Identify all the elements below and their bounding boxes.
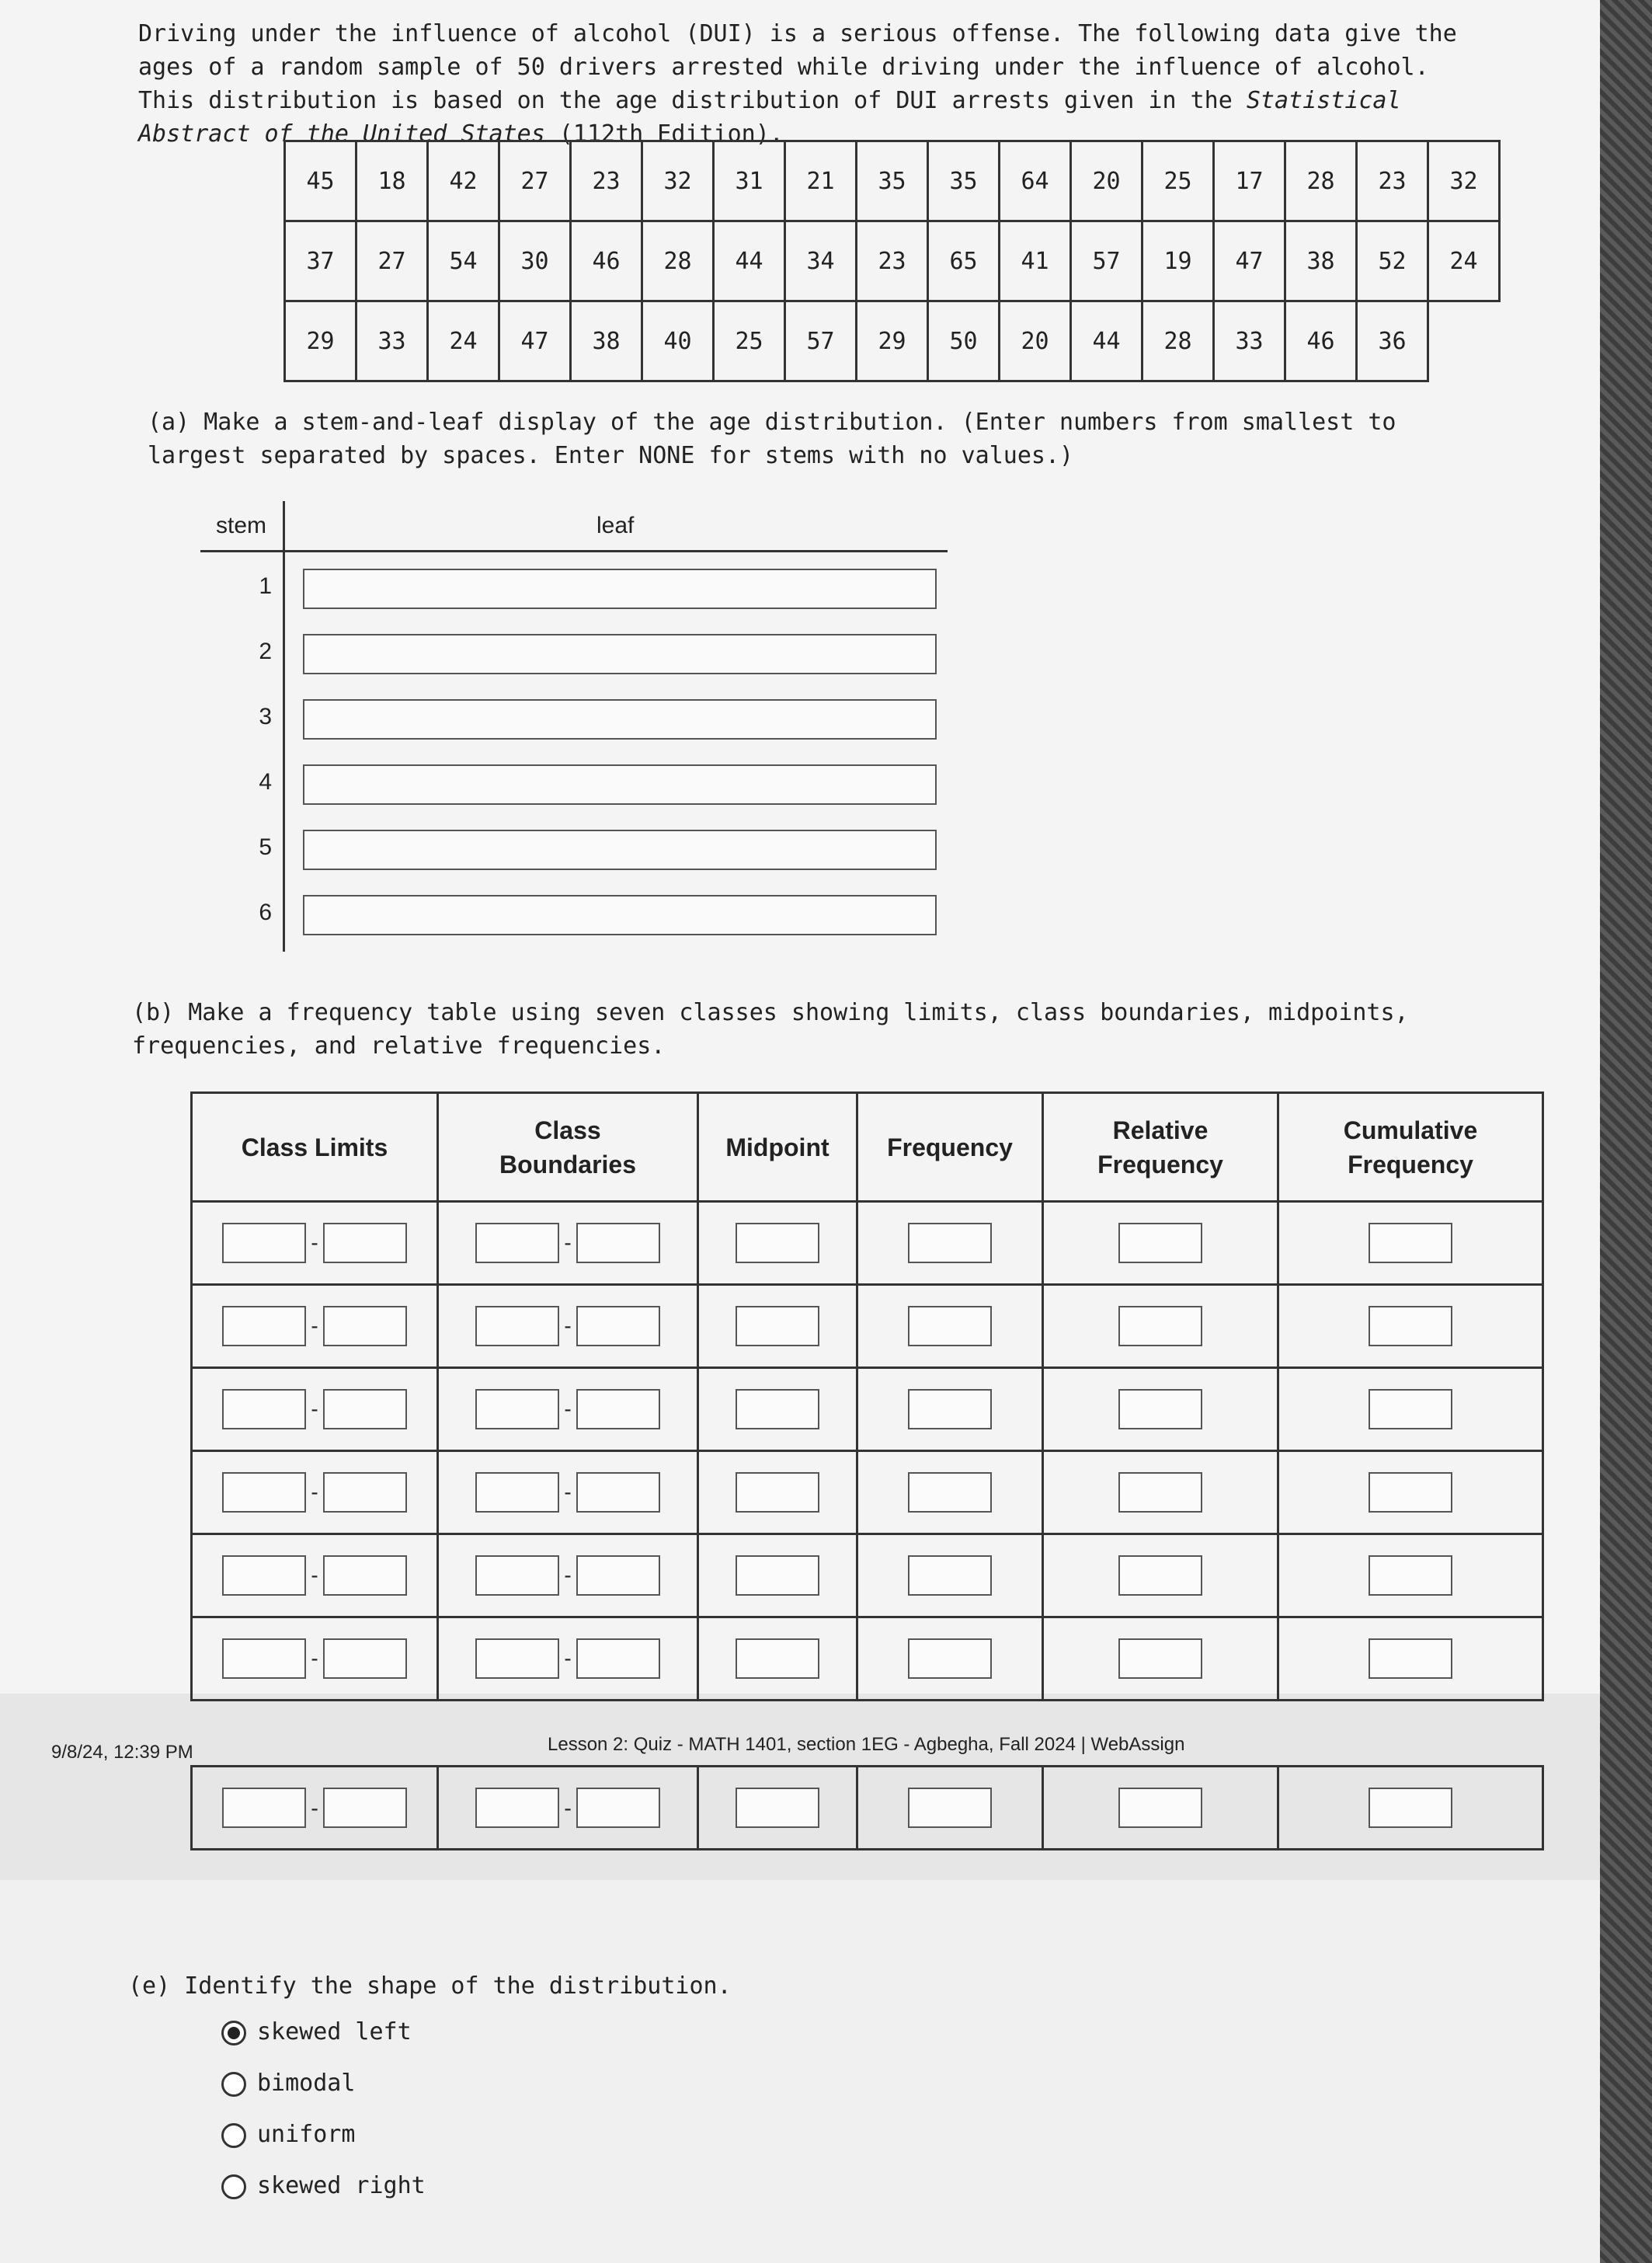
- upper-boundary-input[interactable]: [576, 1788, 660, 1828]
- lower-limit-input[interactable]: [222, 1555, 306, 1596]
- frequency-cell: [698, 1451, 857, 1534]
- range-separator: -: [308, 1795, 322, 1821]
- option-label: skewed left: [257, 2018, 412, 2045]
- part-e-text: Identify the shape of the distribution.: [184, 1972, 732, 2000]
- frequency-cell: [1043, 1368, 1278, 1451]
- age-cell: 24: [428, 301, 499, 381]
- age-cell: 42: [428, 141, 499, 221]
- age-cell: 20: [1000, 301, 1071, 381]
- option-label: uniform: [257, 2121, 356, 2148]
- leaf-input-5[interactable]: [303, 830, 937, 870]
- range-separator: -: [311, 1563, 318, 1587]
- frequency-cell: [698, 1368, 857, 1451]
- source-title: Statistical Abstract of the United States: [138, 87, 1401, 148]
- upper-boundary-input[interactable]: [576, 1389, 660, 1429]
- age-cell: 17: [1214, 141, 1285, 221]
- frequency-cell: [857, 1202, 1043, 1285]
- relative-frequency-input[interactable]: [1118, 1555, 1202, 1596]
- frequency-cell: [438, 1451, 698, 1534]
- ages-table: [283, 140, 1501, 382]
- print-page-title: Lesson 2: Quiz - MATH 1401, section 1EG - Agbegha, Fall 2024 | WebAssign: [548, 1734, 1185, 1755]
- frequency-cell: [192, 1617, 438, 1701]
- cumulative-frequency-input[interactable]: [1369, 1638, 1452, 1679]
- frequency-row: [192, 1368, 1543, 1451]
- lower-boundary-input[interactable]: [475, 1788, 559, 1828]
- option-label: bimodal: [257, 2070, 356, 2097]
- lower-boundary-input[interactable]: [475, 1306, 559, 1346]
- part-b-prompt: [132, 996, 1522, 1063]
- age-cell: 47: [499, 301, 571, 381]
- age-cell: 50: [928, 301, 1000, 381]
- lower-boundary-input[interactable]: [475, 1638, 559, 1679]
- stem-header-rule: [200, 550, 948, 552]
- leaf-header: leaf: [596, 513, 635, 538]
- leaf-input-3[interactable]: [303, 699, 937, 740]
- leaf-input-2[interactable]: [303, 634, 937, 674]
- frequency-cell: [1278, 1202, 1543, 1285]
- lower-limit-input[interactable]: [222, 1306, 306, 1346]
- age-cell: 20: [1071, 141, 1142, 221]
- upper-boundary-input[interactable]: [576, 1306, 660, 1346]
- frequency-table: [190, 1091, 1544, 1701]
- frequency-input[interactable]: [908, 1306, 992, 1346]
- frequency-row: [192, 1534, 1543, 1617]
- frequency-cell: [857, 1368, 1043, 1451]
- stem-header: stem: [216, 513, 267, 538]
- part-e-label: (e): [128, 1972, 171, 2000]
- frequency-input[interactable]: [908, 1472, 992, 1513]
- range-separator: -: [311, 1231, 318, 1255]
- age-cell: 38: [571, 301, 642, 381]
- upper-limit-input[interactable]: [323, 1555, 407, 1596]
- radio-button[interactable]: [221, 2123, 246, 2148]
- range-separator: -: [311, 1397, 318, 1421]
- age-cell: 36: [1357, 301, 1428, 381]
- stem-value: 4: [259, 769, 272, 795]
- frequency-input[interactable]: [908, 1638, 992, 1679]
- stem-value: 6: [259, 900, 272, 925]
- shape-option[interactable]: [221, 2172, 426, 2199]
- radio-button[interactable]: [221, 2072, 246, 2097]
- upper-limit-input[interactable]: [323, 1638, 407, 1679]
- relative-frequency-input[interactable]: [1118, 1223, 1202, 1263]
- range-separator: -: [311, 1314, 318, 1338]
- frequency-row: [192, 1285, 1543, 1368]
- frequency-cell: [1043, 1617, 1278, 1701]
- frequency-cell: [1278, 1451, 1543, 1534]
- age-cell: 35: [928, 141, 1000, 221]
- frequency-cell: [192, 1534, 438, 1617]
- frequency-cell: [1278, 1534, 1543, 1617]
- ages-row: [285, 221, 1500, 301]
- radio-button[interactable]: [221, 2174, 246, 2199]
- upper-boundary-input[interactable]: [576, 1472, 660, 1513]
- frequency-cell: [857, 1451, 1043, 1534]
- leaf-input-1[interactable]: [303, 569, 937, 609]
- part-a-label: (a): [148, 409, 190, 436]
- lower-limit-input[interactable]: [222, 1788, 306, 1828]
- frequency-cell: [438, 1617, 698, 1701]
- frequency-cell: [1043, 1202, 1278, 1285]
- cumulative-frequency-input[interactable]: [1369, 1472, 1452, 1513]
- frequency-cell: [1043, 1534, 1278, 1617]
- age-cell: 33: [1214, 301, 1285, 381]
- lower-boundary-input[interactable]: [475, 1223, 559, 1263]
- header-midpoint: Midpoint: [698, 1093, 857, 1202]
- empty-cell: [1428, 301, 1500, 381]
- midpoint-input[interactable]: [736, 1223, 819, 1263]
- relative-frequency-input[interactable]: [1118, 1389, 1202, 1429]
- age-cell: 29: [857, 301, 928, 381]
- shape-option[interactable]: [221, 2070, 355, 2097]
- age-cell: 25: [714, 301, 785, 381]
- part-b-label: (b): [132, 999, 175, 1026]
- frequency-cell: [1278, 1368, 1543, 1451]
- frequency-cell: [438, 1202, 698, 1285]
- lower-limit-input[interactable]: [222, 1472, 306, 1513]
- age-cell: 35: [857, 141, 928, 221]
- frequency-cell: [192, 1368, 438, 1451]
- midpoint-input[interactable]: [736, 1306, 819, 1346]
- frequency-cell: [1278, 1285, 1543, 1368]
- frequency-input[interactable]: [908, 1223, 992, 1263]
- frequency-row: [192, 1617, 1543, 1701]
- frequency-cell: [438, 1767, 698, 1850]
- header-class-limits: Class Limits: [192, 1093, 438, 1202]
- lower-limit-input[interactable]: [222, 1389, 306, 1429]
- upper-limit-input[interactable]: [323, 1306, 407, 1346]
- frequency-cell: [438, 1368, 698, 1451]
- stem-value: 3: [259, 704, 272, 729]
- age-cell: 23: [857, 221, 928, 301]
- cumulative-frequency-input[interactable]: [1369, 1788, 1452, 1828]
- age-cell: 37: [285, 221, 356, 301]
- leaf-input-6[interactable]: [303, 895, 937, 935]
- frequency-cell: [192, 1285, 438, 1368]
- cumulative-frequency-input[interactable]: [1369, 1555, 1452, 1596]
- header-frequency: Frequency: [857, 1093, 1043, 1202]
- part-a-prompt: [148, 406, 1483, 472]
- age-cell: 27: [499, 141, 571, 221]
- lower-limit-input[interactable]: [222, 1638, 306, 1679]
- frequency-cell: [438, 1534, 698, 1617]
- age-cell: 57: [1071, 221, 1142, 301]
- age-cell: 27: [356, 221, 428, 301]
- relative-frequency-input[interactable]: [1118, 1788, 1202, 1828]
- age-cell: 46: [571, 221, 642, 301]
- range-separator: -: [564, 1314, 572, 1338]
- range-separator: -: [311, 1480, 318, 1504]
- age-cell: 47: [1214, 221, 1285, 301]
- age-cell: 28: [642, 221, 714, 301]
- lower-boundary-input[interactable]: [475, 1472, 559, 1513]
- intro-text: Driving under the influence of alcohol (DUI) is a serious offense. The following data give the ages of a random sample of 50 drivers arrested while driving under the influence of alcohol. This distribution is based on the age distribution of DUI arrests given in the: [138, 20, 1457, 114]
- relative-frequency-input[interactable]: [1118, 1638, 1202, 1679]
- part-a-text: Make a stem-and-leaf display of the age distribution. (Enter numbers from smallest to largest separated by spaces. Enter NONE for stems with no values.): [148, 409, 1396, 469]
- age-cell: 21: [785, 141, 857, 221]
- relative-frequency-input[interactable]: [1118, 1306, 1202, 1346]
- stem-value: 1: [259, 573, 272, 599]
- age-cell: 40: [642, 301, 714, 381]
- age-cell: 29: [285, 301, 356, 381]
- age-cell: 32: [1428, 141, 1500, 221]
- age-cell: 18: [356, 141, 428, 221]
- radio-button[interactable]: [221, 2021, 246, 2045]
- midpoint-input[interactable]: [736, 1788, 819, 1828]
- frequency-cell: [857, 1767, 1043, 1850]
- frequency-row: [192, 1202, 1543, 1285]
- option-label: skewed right: [257, 2172, 426, 2199]
- stem-divider: [283, 501, 285, 952]
- lower-limit-input[interactable]: [222, 1223, 306, 1263]
- age-cell: 46: [1285, 301, 1357, 381]
- age-cell: 28: [1285, 141, 1357, 221]
- range-separator: -: [561, 1795, 575, 1821]
- age-cell: 38: [1285, 221, 1357, 301]
- upper-limit-input[interactable]: [323, 1472, 407, 1513]
- midpoint-input[interactable]: [736, 1555, 819, 1596]
- age-cell: 65: [928, 221, 1000, 301]
- upper-boundary-input[interactable]: [576, 1555, 660, 1596]
- age-cell: 31: [714, 141, 785, 221]
- age-cell: 52: [1357, 221, 1428, 301]
- header-cumulative-frequency: Cumulative Frequency: [1278, 1093, 1543, 1202]
- part-b-text: Make a frequency table using seven classes showing limits, class boundaries, midpoints, frequencies, and relative frequencies.: [132, 999, 1409, 1060]
- range-separator: -: [564, 1231, 572, 1255]
- age-cell: 25: [1142, 141, 1214, 221]
- background-fabric: [1600, 0, 1652, 2263]
- cumulative-frequency-input[interactable]: [1369, 1389, 1452, 1429]
- header-class-boundaries: Class Boundaries: [438, 1093, 698, 1202]
- age-cell: 30: [499, 221, 571, 301]
- midpoint-input[interactable]: [736, 1389, 819, 1429]
- age-cell: 44: [1071, 301, 1142, 381]
- lower-boundary-input[interactable]: [475, 1389, 559, 1429]
- cumulative-frequency-input[interactable]: [1369, 1306, 1452, 1346]
- age-cell: 32: [642, 141, 714, 221]
- frequency-cell: [698, 1202, 857, 1285]
- print-timestamp: 9/8/24, 12:39 PM: [51, 1742, 193, 1763]
- age-cell: 28: [1142, 301, 1214, 381]
- frequency-cell: [857, 1617, 1043, 1701]
- age-cell: 45: [285, 141, 356, 221]
- age-cell: 54: [428, 221, 499, 301]
- frequency-cell: [438, 1285, 698, 1368]
- intro-text-end: (112th Edition).: [544, 120, 784, 148]
- midpoint-input[interactable]: [736, 1638, 819, 1679]
- age-cell: 24: [1428, 221, 1500, 301]
- ages-row: [285, 141, 1500, 221]
- age-cell: 41: [1000, 221, 1071, 301]
- age-cell: 23: [1357, 141, 1428, 221]
- header-relative-frequency: Relative Frequency: [1043, 1093, 1278, 1202]
- upper-boundary-input[interactable]: [576, 1638, 660, 1679]
- range-separator: -: [564, 1480, 572, 1504]
- relative-frequency-input[interactable]: [1118, 1472, 1202, 1513]
- shape-option[interactable]: [221, 2018, 412, 2045]
- frequency-row: [192, 1767, 1543, 1850]
- upper-limit-input[interactable]: [323, 1389, 407, 1429]
- lower-boundary-input[interactable]: [475, 1555, 559, 1596]
- frequency-cell: [1278, 1617, 1543, 1701]
- frequency-cell: [1043, 1451, 1278, 1534]
- age-cell: 34: [785, 221, 857, 301]
- upper-limit-input[interactable]: [323, 1788, 407, 1828]
- age-cell: 44: [714, 221, 785, 301]
- problem-intro: [138, 17, 1490, 151]
- frequency-row: [192, 1451, 1543, 1534]
- frequency-cell: [1278, 1767, 1543, 1850]
- age-cell: 64: [1000, 141, 1071, 221]
- frequency-cell: [857, 1285, 1043, 1368]
- frequency-cell: [698, 1767, 857, 1850]
- frequency-input[interactable]: [908, 1555, 992, 1596]
- frequency-cell: [698, 1617, 857, 1701]
- upper-limit-input[interactable]: [323, 1223, 407, 1263]
- shape-option[interactable]: [221, 2121, 355, 2148]
- leaf-input-4[interactable]: [303, 764, 937, 805]
- stem-value: 5: [259, 834, 272, 860]
- frequency-cell: [1043, 1767, 1278, 1850]
- upper-boundary-input[interactable]: [576, 1223, 660, 1263]
- frequency-cell: [698, 1285, 857, 1368]
- midpoint-input[interactable]: [736, 1472, 819, 1513]
- cumulative-frequency-input[interactable]: [1369, 1223, 1452, 1263]
- ages-row: [285, 301, 1500, 381]
- frequency-input[interactable]: [908, 1788, 992, 1828]
- frequency-cell: [1043, 1285, 1278, 1368]
- range-separator: -: [564, 1397, 572, 1421]
- frequency-table-continued: [190, 1765, 1544, 1850]
- range-separator: -: [564, 1646, 572, 1670]
- frequency-cell: [192, 1767, 438, 1850]
- age-cell: 33: [356, 301, 428, 381]
- frequency-cell: [857, 1534, 1043, 1617]
- range-separator: -: [311, 1646, 318, 1670]
- stem-value: 2: [259, 639, 272, 664]
- frequency-cell: [192, 1202, 438, 1285]
- age-cell: 19: [1142, 221, 1214, 301]
- range-separator: -: [564, 1563, 572, 1587]
- part-e-prompt: [128, 1969, 1449, 2003]
- frequency-cell: [698, 1534, 857, 1617]
- frequency-cell: [192, 1451, 438, 1534]
- age-cell: 57: [785, 301, 857, 381]
- frequency-input[interactable]: [908, 1389, 992, 1429]
- age-cell: 23: [571, 141, 642, 221]
